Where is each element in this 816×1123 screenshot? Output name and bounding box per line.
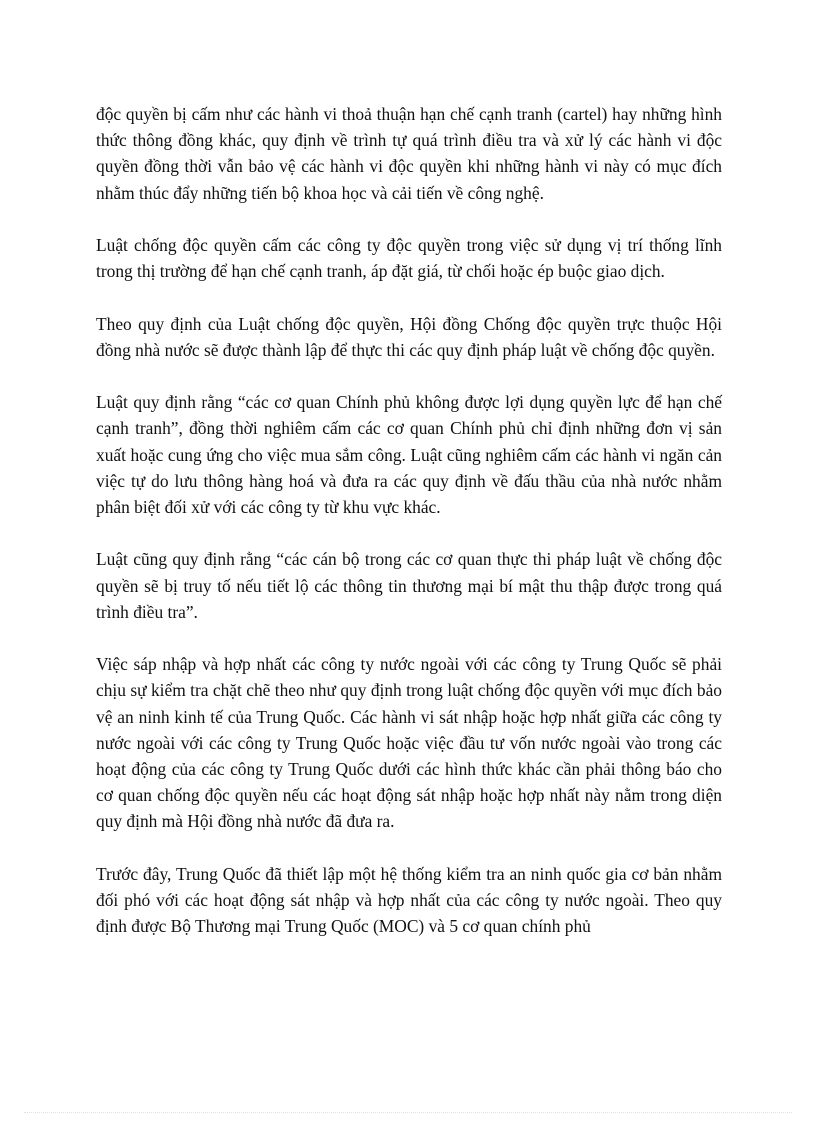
paragraph-6: Việc sáp nhập và hợp nhất các công ty nước ngoài với các công ty Trung Quốc sẽ phải chịu sự kiểm tra chặt chẽ theo như quy định trong luật chống độc quyền với mục đích bảo vệ an ninh kinh tế của Trung Quốc. Các hành vi sát nhập hoặc hợp nhất giữa các công ty nước ngoài với các công ty Trung Quốc hoặc việc đầu tư vốn nước ngoài vào trong các hoạt động của các công ty Trung Quốc dưới các hình thức khác cần phải thông báo cho cơ quan chống độc quyền nếu các hoạt động sát nhập hoặc hợp nhất này nằm trong diện quy định mà Hội đồng nhà nước đã đưa ra.	[96, 654, 722, 832]
paragraph-3: Theo quy định của Luật chống độc quyền, Hội đồng Chống độc quyền trực thuộc Hội đồng nhà nước sẽ được thành lập để thực thi các quy định pháp luật về chống độc quyền.	[96, 313, 722, 360]
paragraph-1: độc quyền bị cấm như các hành vi thoả thuận hạn chế cạnh tranh (cartel) hay những hình thức thông đồng khác, quy định về trình tự quá trình điều tra và xử lý các hành vi độc quyền đồng thời vẫn bảo vệ các hành vi độc quyền khi những hành vi này có mục đích nhằm thúc đẩy những tiến bộ khoa học và cải tiến về công nghệ.	[96, 104, 722, 203]
paragraph-5: Luật cũng quy định rằng “các cán bộ trong các cơ quan thực thi pháp luật về chống độc quyền sẽ bị truy tố nếu tiết lộ các thông tin thương mại bí mật thu thập được trong quá trình điều tra”.	[96, 549, 722, 622]
page-bottom-divider	[24, 1112, 792, 1113]
paragraph-7: Trước đây, Trung Quốc đã thiết lập một hệ thống kiểm tra an ninh quốc gia cơ bản nhằm đối phó với các hoạt động sát nhập và hợp nhất của các công ty nước ngoài. Theo quy định được Bộ Thương mại Trung Quốc (MOC) và 5 cơ quan chính phủ	[96, 863, 722, 937]
document-body	[96, 101, 722, 966]
paragraph-2: Luật chống độc quyền cấm các công ty độc quyền trong việc sử dụng vị trí thống lĩnh trong thị trường để hạn chế cạnh tranh, áp đặt giá, từ chối hoặc ép buộc giao dịch.	[96, 235, 722, 282]
paragraph-4: Luật quy định rằng “các cơ quan Chính phủ không được lợi dụng quyền lực để hạn chế cạnh tranh”, đồng thời nghiêm cấm các cơ quan Chính phủ chỉ định những đơn vị sản xuất hoặc cung ứng cho việc mua sắm công. Luật cũng nghiêm cấm các hành vi ngăn cản việc tự do lưu thông hàng hoá và đưa ra các quy định về đấu thầu của nhà nước nhằm phân biệt đối xử với các công ty từ khu vực khác.	[96, 392, 722, 517]
